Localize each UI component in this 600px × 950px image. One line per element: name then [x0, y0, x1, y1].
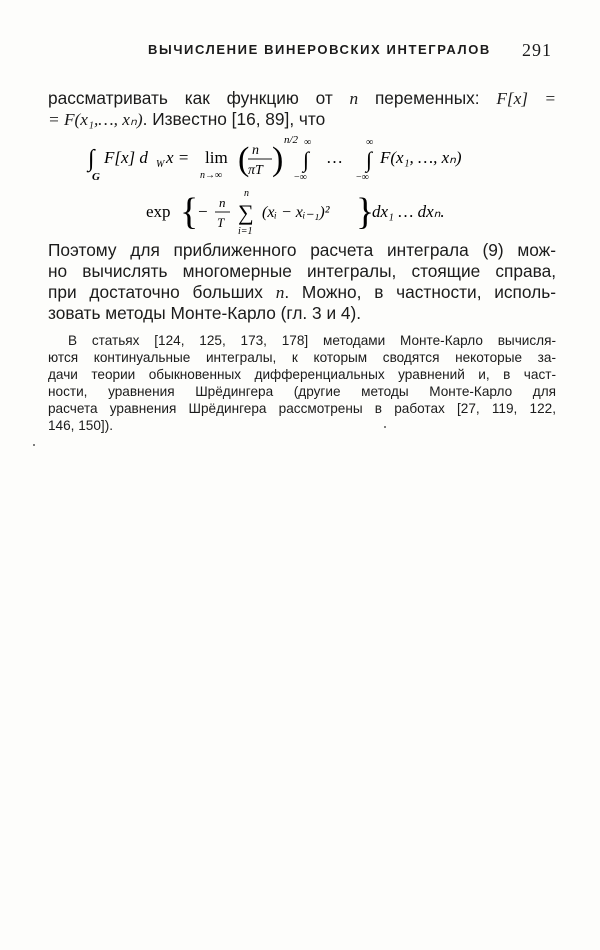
para-line-3 — [48, 282, 556, 304]
note-line-5: расчета уравнения Шрёдингера рассмотрены в работах [27, 119, 122, — [48, 401, 556, 416]
int2-lower: −∞ — [356, 172, 369, 183]
integral-sign-icon: ∫ — [88, 146, 95, 172]
formula-line-1-svg — [0, 134, 600, 184]
exp-minus: − — [198, 202, 208, 221]
intro-var-n: n — [349, 89, 359, 108]
intro-fx-args: = F(x₁,…, xₙ) — [48, 110, 143, 129]
note-line-6: 146, 150]). — [48, 418, 113, 433]
integral-sign-3-icon: ∫ — [366, 147, 373, 172]
para-line-3-rest: . Можно, в частности, исполь- — [284, 282, 556, 302]
exp-operator: exp — [146, 202, 171, 221]
formula-line-2 — [0, 186, 600, 238]
lhs-sub: W — [156, 159, 165, 170]
int1-upper: ∞ — [304, 137, 312, 148]
intro-text-1: рассматривать как функцию от — [48, 88, 350, 108]
integrand: F(x₁, …, xₙ) — [380, 148, 462, 167]
intro-text-2: переменных: — [358, 88, 497, 108]
note-line-2: ются континуальные интегралы, к которым сводятся некоторые за- — [48, 350, 556, 365]
exp-frac-numerator: n — [219, 195, 226, 210]
power-exponent: n/2 — [284, 134, 299, 146]
lhs-body: F[x] d — [104, 148, 148, 167]
right-paren-icon: ) — [272, 141, 284, 178]
intro-text-3: . Известно [16, 89], что — [142, 109, 326, 129]
exp-frac-denominator: T — [217, 215, 225, 230]
intro-line-2 — [48, 109, 556, 131]
left-brace-icon: { — [180, 191, 199, 233]
lim-operator: lim — [205, 148, 228, 167]
frac-numerator: n — [252, 143, 259, 158]
int2-upper: ∞ — [366, 137, 374, 148]
right-brace-icon: } — [356, 191, 375, 233]
sum-lower: i=1 — [238, 226, 253, 237]
sum-upper: n — [244, 188, 249, 199]
intro-line-1 — [48, 88, 556, 110]
integral-domain: G — [92, 171, 100, 183]
lim-subscript: n→∞ — [200, 170, 223, 181]
left-paren-icon: ( — [238, 141, 250, 178]
para-var-n: n — [275, 283, 285, 302]
formula-line-2-svg — [0, 186, 600, 238]
integral-dots: … — [326, 148, 343, 167]
para-line-1: Поэтому для приближенного расчета интеграла (9) мож- — [48, 240, 556, 260]
differentials: dx₁ … dxₙ. — [372, 202, 445, 221]
lhs-var: x = — [166, 148, 190, 167]
int1-lower: −∞ — [294, 172, 307, 183]
print-speck — [384, 426, 386, 428]
note-line-1 — [48, 332, 556, 349]
sum-sign-icon: ∑ — [238, 200, 254, 225]
para-line-3-text: при достаточно больших — [48, 282, 276, 302]
integral-sign-2-icon: ∫ — [303, 147, 310, 172]
intro-fx: F[x] = — [496, 89, 556, 108]
para-line-2: но вычислять многомерные интегралы, стоящие справа, — [48, 261, 556, 281]
print-speck — [33, 444, 35, 446]
note-line-4: ности, уравнения Шрёдингера (другие методы Монте-Карло для — [48, 384, 556, 399]
running-title: ВЫЧИСЛЕНИЕ ВИНЕРОВСКИХ ИНТЕГРАЛОВ — [148, 42, 491, 57]
note-line-1-text: В статьях [124, 125, 173, 178] методами Монте-Карло вычисля- — [68, 333, 556, 348]
sum-body: (xᵢ − xᵢ₋₁)² — [262, 204, 330, 221]
note-line-3: дачи теории обыкновенных дифференциальных уравнений и, в част- — [48, 367, 556, 382]
page-number: 291 — [522, 40, 552, 60]
para-line-4: зовать методы Монте-Карло (гл. 3 и 4). — [48, 303, 362, 323]
frac-denominator: πT — [248, 163, 263, 178]
formula-line-1 — [0, 134, 600, 184]
